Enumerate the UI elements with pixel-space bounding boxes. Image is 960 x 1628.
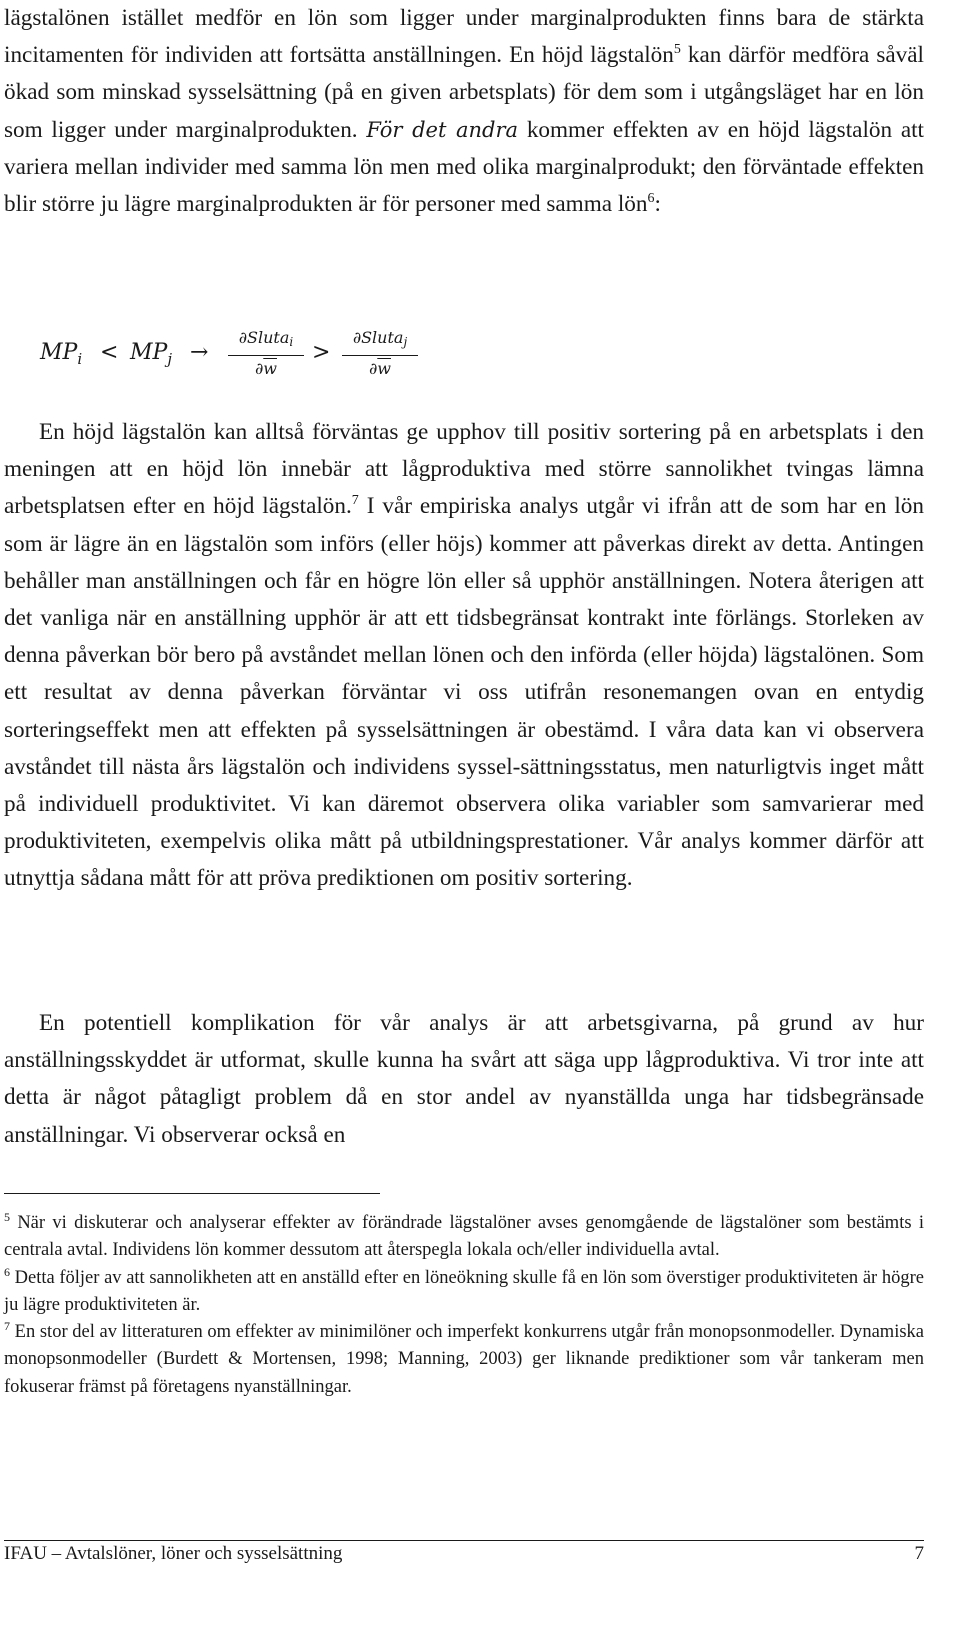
footnote-text: Detta följer av att sannolikheten att en anställd efter en löneökning skulle få en lön som överstiger produktiviteten är högre ju lägre produktiviteten är. <box>4 1267 924 1315</box>
footnote-5 <box>4 1210 924 1265</box>
footnote-number: 5 <box>4 1210 10 1224</box>
footnote-ref-7[interactable]: 7 <box>351 493 359 509</box>
footnote-ref-6[interactable]: 6 <box>647 191 655 207</box>
formula-mp-j <box>130 340 172 368</box>
paragraph-1-text-d: : <box>654 191 661 218</box>
fraction-w-bar-2: $\overline{w}$ <box>377 359 391 379</box>
fraction-w-bar: $\overline{w}$ <box>263 359 277 379</box>
footnote-text: En stor del av litteraturen om effekter av minimilöner och imperfekt konkurrens utgår från monopsonmodeller. Dynamiska monopsonmodeller (Burdett & Mortensen, 1998; Manning, 2003) ger liknande prediktioner som vår tankeram men fokuserar främst på företagens nyanställningar. <box>4 1322 924 1397</box>
footnote-number: 7 <box>4 1319 10 1334</box>
fraction-denominator-i <box>228 360 304 378</box>
page-number: 7 <box>914 1543 924 1564</box>
formula-mp-label-2: MP <box>130 340 168 365</box>
formula-mp-i <box>40 340 82 368</box>
footnote-number: 6 <box>4 1264 10 1279</box>
footnote-ref-5[interactable]: 5 <box>673 42 681 58</box>
fraction-partial-2: ∂ <box>369 359 378 379</box>
formula-fraction-j <box>342 328 418 378</box>
paragraph-2-text-a: En höjd lägstalön kan alltså förväntas ge upphov till positiv sortering på en arbetsplats i den meningen att en höjd lön innebär att lågproduktiva med större sannolikhet tvingas lämna arbetsplatsen efter en höjd lägstalön. <box>4 419 924 520</box>
footnote-text: När vi diskuterar och analyserar effekter av förändrade lägstalöner avses genomgående de lägstalöner som bestämts i centrala avtal. Individens lön kommer dessutom att återspegla lokala och/eller individuella avtal. <box>4 1213 924 1261</box>
fraction-sub-i: i <box>289 335 294 349</box>
paragraph-3 <box>4 1005 924 1154</box>
paragraph-1-text-c: kommer effekten av en höjd lägstalön att variera mellan individer med samma lön men med olika marginalprodukt; den förväntade effekten blir större ju lägre marginalprodukten är för personer med samma lön <box>4 116 924 218</box>
fraction-partial-sluta-2: ∂Sluta <box>352 328 404 347</box>
fraction-bar <box>228 355 304 356</box>
fraction-numerator-j <box>342 328 418 352</box>
formula-sub-i: i <box>77 350 83 368</box>
fraction-sub-j: j <box>403 335 408 349</box>
fraction-partial: ∂ <box>255 359 264 379</box>
formula-less-than: < <box>100 340 119 365</box>
footnotes <box>4 1210 924 1401</box>
italic-phrase: För det andra <box>366 117 519 142</box>
fraction-numerator-i <box>228 328 304 352</box>
footnote-7 <box>4 1319 924 1401</box>
footnote-6 <box>4 1265 924 1320</box>
paragraph-2 <box>4 414 924 898</box>
paragraph-1 <box>4 0 924 223</box>
formula-sub-j: j <box>167 350 172 368</box>
formula-greater-than: > <box>312 340 331 365</box>
fraction-partial-sluta: ∂Sluta <box>238 328 290 347</box>
paragraph-1-text-b: kan därför medföra såväl ökad som minskad sysselsättning (på en given arbetsplats) för dem som i utgångsläget har en lön som ligger under marginalprodukten. <box>4 42 924 143</box>
fraction-bar-2 <box>342 355 418 356</box>
paragraph-3-text: En potentiell komplikation för vår analys är att arbetsgivarna, på grund av hur anställningsskyddet är utformat, skulle kunna ha svårt att säga upp lågproduktiva. Vi tror inte att detta är något påtagligt problem då en stor andel av nyanställda unga har tidsbegränsade anställningar. Vi observerar också en <box>4 1010 924 1148</box>
paragraph-2-text-b: I vår empiriska analys utgår vi ifrån att de som har en lön som är lägre än en lägstalön som införs (eller höjs) kommer att påverkas direkt av detta. Antingen behåller man anställningen och får en högre lön eller så upphör anställningen. Notera återigen att det vanliga när en anställning upphör är att ett tidsbegränsat kontrakt inte förlängs. Storleken av denna påverkan bör bero på avståndet mellan lönen och den införda (eller höjda) lägstalönen. Som ett resultat av denna påverkan förväntar vi oss utifrån resonemangen ovan en entydig sorteringseffekt men att effekten på sysselsättningen är obestämd. I våra data kan vi observera avståndet till nästa års lägstalön och individens syssel-sättningsstatus, men naturligtvis inget mått på individuell produktivitet. Vi kan däremot observera olika variabler som samvarierar med produktiviteten, exempelvis olika mått på utbildningsprestationer. Vår analys kommer därför att utnyttja sådana mått för att pröva prediktionen om positiv sortering. <box>4 493 924 892</box>
fraction-denominator-j <box>342 360 418 378</box>
paragraph-1-text-a: lägstalönen istället medför en lön som ligger under marginalprodukten finns bara de stärkta incitamenten för individen att fortsätta anställningen. En höjd lägstalön <box>4 5 924 69</box>
formula-mp-label: MP <box>40 340 78 365</box>
footer-title: IFAU – Avtalslöner, löner och sysselsättning <box>4 1543 343 1564</box>
formula-fraction-i <box>228 328 304 378</box>
formula-arrow: → <box>190 340 209 365</box>
footnote-divider <box>4 1193 380 1194</box>
